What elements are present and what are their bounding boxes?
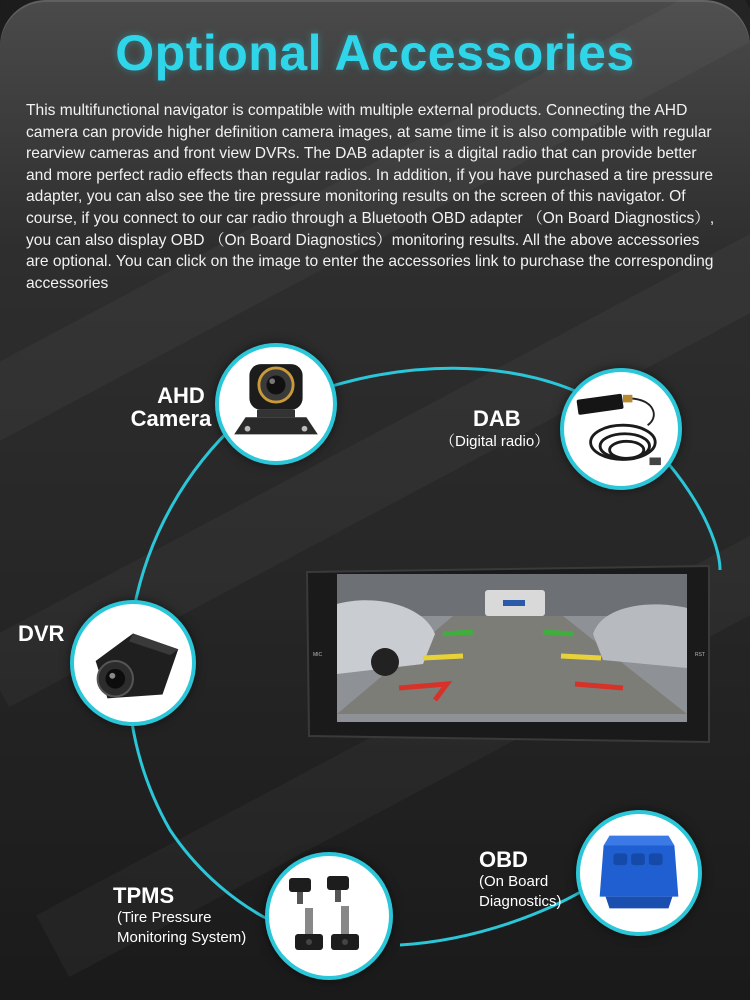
tpms-sensors-icon bbox=[269, 856, 389, 976]
page-title: Optional Accessories bbox=[115, 25, 635, 81]
obd-label: OBD bbox=[479, 847, 528, 872]
tpms-sensors-image[interactable] bbox=[265, 852, 393, 980]
obd-sublabel-2: Diagnostics) bbox=[479, 893, 562, 910]
tpms-sublabel-2: Monitoring System) bbox=[117, 929, 247, 946]
tpms-sublabel-1: (Tire Pressure bbox=[117, 909, 212, 926]
obd-adapter-image[interactable] bbox=[576, 810, 702, 936]
screen-mic-text: MIC bbox=[313, 652, 323, 658]
intro-paragraph: This multifunctional navigator is compatible with multiple external products. Connecting the AHD camera can provide higher definition camera images, at same time it is also compatible with regular rearview cameras and front view DVRs. The DAB adapter is a digital radio that can provide better and more perfect radio effects than regular radios. In addition, if you have purchased a tire pressure adapter, you can also see the tire pressure monitoring results on the screen of this navigator. Of course, if you connect to our car radio through a Bluetooth OBD adapter （On Board Diagnostics）, you can also display OBD （On Board Diagnostics）monitoring results. All the above accessories are optional. You can click on the image to enter the accessories link to purchase the corresponding accessories bbox=[26, 102, 715, 292]
dab-adapter-icon bbox=[564, 372, 678, 486]
ahd-camera-image[interactable] bbox=[215, 343, 337, 465]
head-unit-screen-image[interactable] bbox=[303, 564, 713, 744]
dvr-camera-image[interactable] bbox=[70, 600, 196, 726]
screen-rst-text: RST bbox=[695, 652, 705, 658]
ahd-label-line2: Camera bbox=[130, 406, 212, 431]
dvr-camera-icon bbox=[74, 604, 192, 722]
dvr-label: DVR bbox=[18, 621, 65, 646]
dab-adapter-image[interactable] bbox=[560, 368, 682, 490]
ahd-camera-icon bbox=[219, 347, 333, 461]
obd-sublabel-1: (On Board bbox=[479, 873, 549, 890]
dab-label: DAB bbox=[473, 406, 521, 431]
head-unit-screen-icon bbox=[303, 564, 713, 744]
tpms-label: TPMS bbox=[113, 883, 175, 908]
obd-adapter-icon bbox=[580, 814, 698, 932]
ahd-camera-label bbox=[130, 383, 224, 431]
dab-sublabel: （Digital radio） bbox=[440, 433, 550, 450]
ahd-label-line1: AHD bbox=[157, 383, 205, 408]
